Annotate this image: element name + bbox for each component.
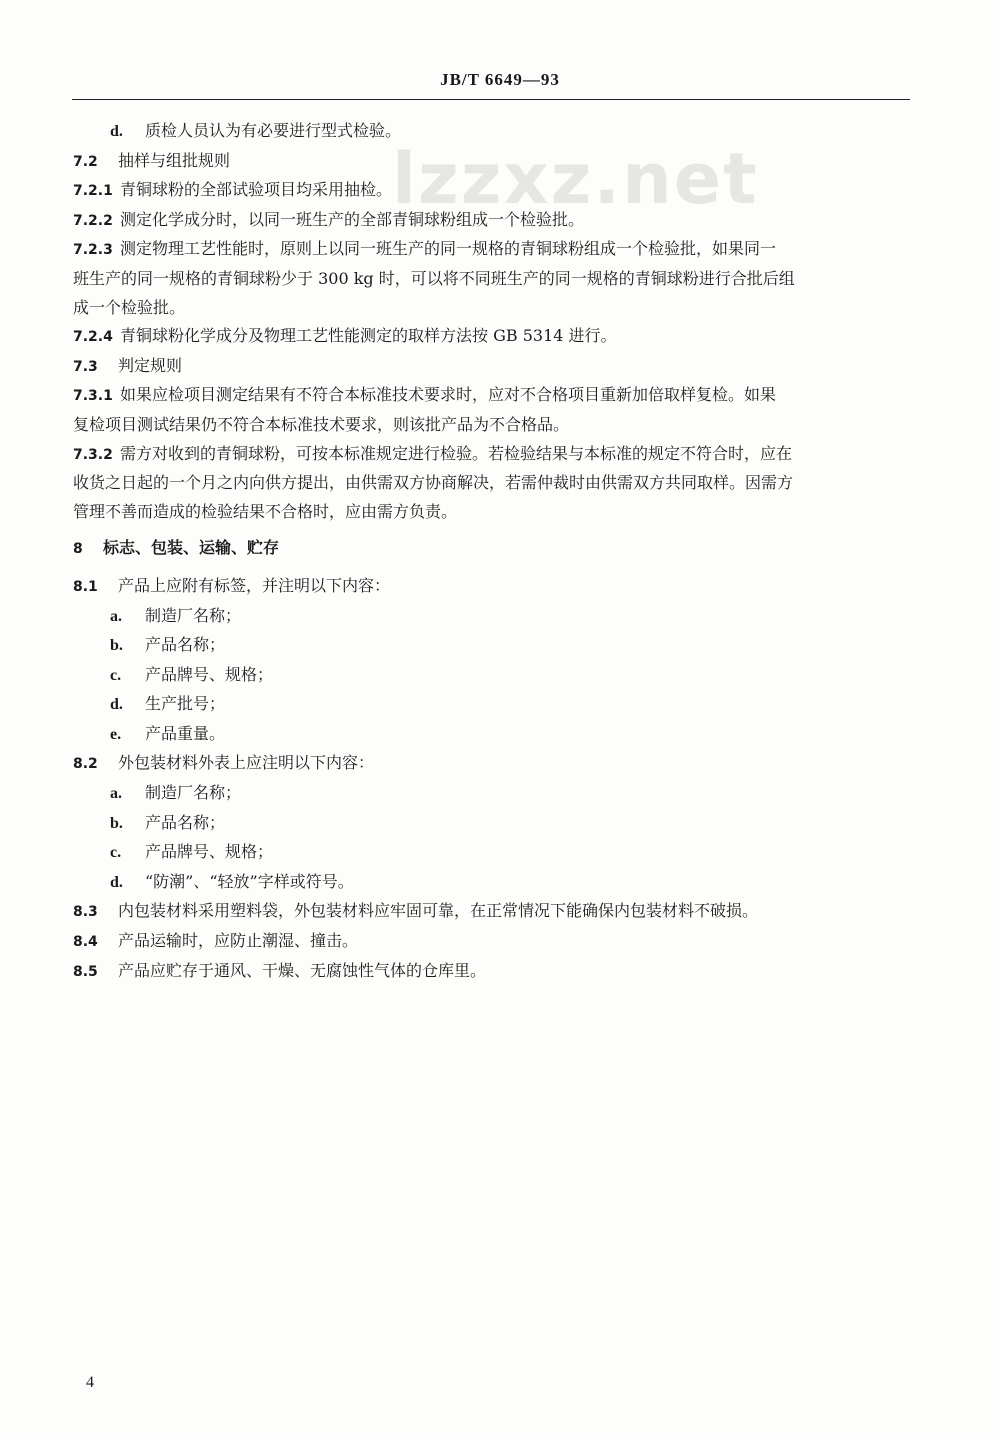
clause-continuation: 成一个检验批。 xyxy=(73,297,186,317)
clause-number: 7.2.3 xyxy=(73,242,113,259)
list-item xyxy=(73,838,913,868)
list-item-text: 产品名称； xyxy=(145,635,226,655)
clause-number: 7.2.4 xyxy=(73,329,113,346)
list-item-marker: d. xyxy=(110,123,123,140)
list-item-text: 质检人员认为有必要进行型式检验。 xyxy=(145,121,402,140)
clause xyxy=(73,897,913,927)
clause-continuation: 管理不善而造成的检验结果不合格时，应由需方负责。 xyxy=(73,501,458,521)
clause-continuation: 收货之日起的一个月之内向供方提出，由供需双方协商解决，若需仲裁时由供需双方共同取样。因需方 xyxy=(73,473,794,493)
clause-text: 产品上应附有标签，并注明以下内容： xyxy=(118,575,391,595)
clause-number: 8.1 xyxy=(73,578,98,595)
clause-number: 7.3.2 xyxy=(73,446,113,463)
clause-text: 外包装材料外表上应注明以下内容： xyxy=(118,753,375,773)
clause xyxy=(73,235,913,265)
list-item-text: 产品重量。 xyxy=(145,723,226,743)
list-item xyxy=(73,779,913,809)
list-item-marker: d. xyxy=(110,873,123,891)
clause xyxy=(73,534,913,564)
list-item-marker: a. xyxy=(110,785,122,803)
clause-number: 7.2.2 xyxy=(73,212,113,229)
clause-number: 8.4 xyxy=(73,934,98,951)
clause-text: 判定规则 xyxy=(118,355,183,375)
clause xyxy=(73,206,913,236)
list-item-marker: a. xyxy=(110,607,122,625)
list-item-text: 制造厂名称； xyxy=(145,783,242,803)
clause xyxy=(73,749,913,779)
list-item-marker: c. xyxy=(110,844,122,862)
list-item-text: 产品牌号、规格； xyxy=(145,842,274,862)
list-item-marker: d. xyxy=(110,696,123,714)
clause xyxy=(73,572,913,602)
watermark: lzzxz.net xyxy=(392,138,759,220)
header-rule xyxy=(72,99,910,100)
clause-text: 青铜球粉的全部试验项目均采用抽检。 xyxy=(120,180,393,200)
clause-text: 产品应贮存于通风、干燥、无腐蚀性气体的仓库里。 xyxy=(118,960,487,980)
clause xyxy=(73,322,913,352)
page-number: 4 xyxy=(86,1374,94,1391)
list-item xyxy=(73,720,913,750)
list-item xyxy=(73,602,913,632)
clause-number: 8 xyxy=(73,541,83,558)
list-item-text: 产品名称； xyxy=(145,812,226,832)
clause-number: 7.2 xyxy=(73,153,98,170)
clause-text: 测定化学成分时，以同一班生产的全部青铜球粉组成一个检验批。 xyxy=(120,209,585,229)
clause-continuation: 班生产的同一规格的青铜球粉少于 300 kg 时，可以将不同班生产的同一规格的青铜球粉进行合批后组 xyxy=(73,268,795,288)
list-item xyxy=(73,868,913,898)
list-item-marker: b. xyxy=(110,814,123,832)
list-item-text: 产品牌号、规格； xyxy=(145,664,274,684)
clause xyxy=(73,176,913,206)
clause-text: 青铜球粉化学成分及物理工艺性能测定的取样方法按 GB 5314 进行。 xyxy=(120,326,617,346)
list-item-marker: e. xyxy=(110,725,122,743)
clause-text: 测定物理工艺性能时，原则上以同一班生产的同一规格的青铜球粉组成一个检验批，如果同一 xyxy=(120,239,777,259)
clause-number: 7.2.1 xyxy=(73,183,113,200)
section-gap xyxy=(73,564,913,572)
clause-number: 7.3 xyxy=(73,358,98,375)
standard-header: JB/T 6649—93 xyxy=(440,70,560,89)
clause xyxy=(73,927,913,957)
clause xyxy=(73,440,913,470)
section-gap xyxy=(73,526,913,534)
clause-text: 抽样与组批规则 xyxy=(118,150,231,170)
list-item xyxy=(73,809,913,839)
clause-text: 产品运输时，应防止潮湿、撞击。 xyxy=(118,931,359,951)
clause xyxy=(73,147,913,177)
clause xyxy=(73,352,913,382)
list-item-marker: b. xyxy=(110,637,123,655)
clause-number: 8.2 xyxy=(73,756,98,773)
clause xyxy=(73,957,913,987)
clause-number: 7.3.1 xyxy=(73,388,113,405)
list-item xyxy=(73,631,913,661)
clause-text: 需方对收到的青铜球粉，可按本标准规定进行检验。若检验结果与本标准的规定不符合时，应在 xyxy=(120,443,793,463)
list-item xyxy=(73,690,913,720)
clause xyxy=(73,381,913,411)
clause-text: 标志、包装、运输、贮存 xyxy=(103,538,280,558)
clause-text: 内包装材料采用塑料袋，外包装材料应牢固可靠，在正常情况下能确保内包装材料不破损。 xyxy=(118,901,759,921)
list-item-text: “防潮”、“轻放”字样或符号。 xyxy=(145,871,354,891)
list-item-marker: c. xyxy=(110,666,122,684)
list-item xyxy=(73,661,913,691)
clause-number: 8.5 xyxy=(73,963,98,980)
clause-text: 如果应检项目测定结果有不符合本标准技术要求时，应对不合格项目重新加倍取样复检。如果 xyxy=(120,385,777,405)
list-item-text: 制造厂名称； xyxy=(145,605,242,625)
clause-continuation: 复检项目测试结果仍不符合本标准技术要求，则该批产品为不合格品。 xyxy=(73,414,570,434)
clause-number: 8.3 xyxy=(73,904,98,921)
list-item-text: 生产批号； xyxy=(145,694,226,714)
list-item xyxy=(73,117,913,147)
document-body xyxy=(73,117,913,986)
